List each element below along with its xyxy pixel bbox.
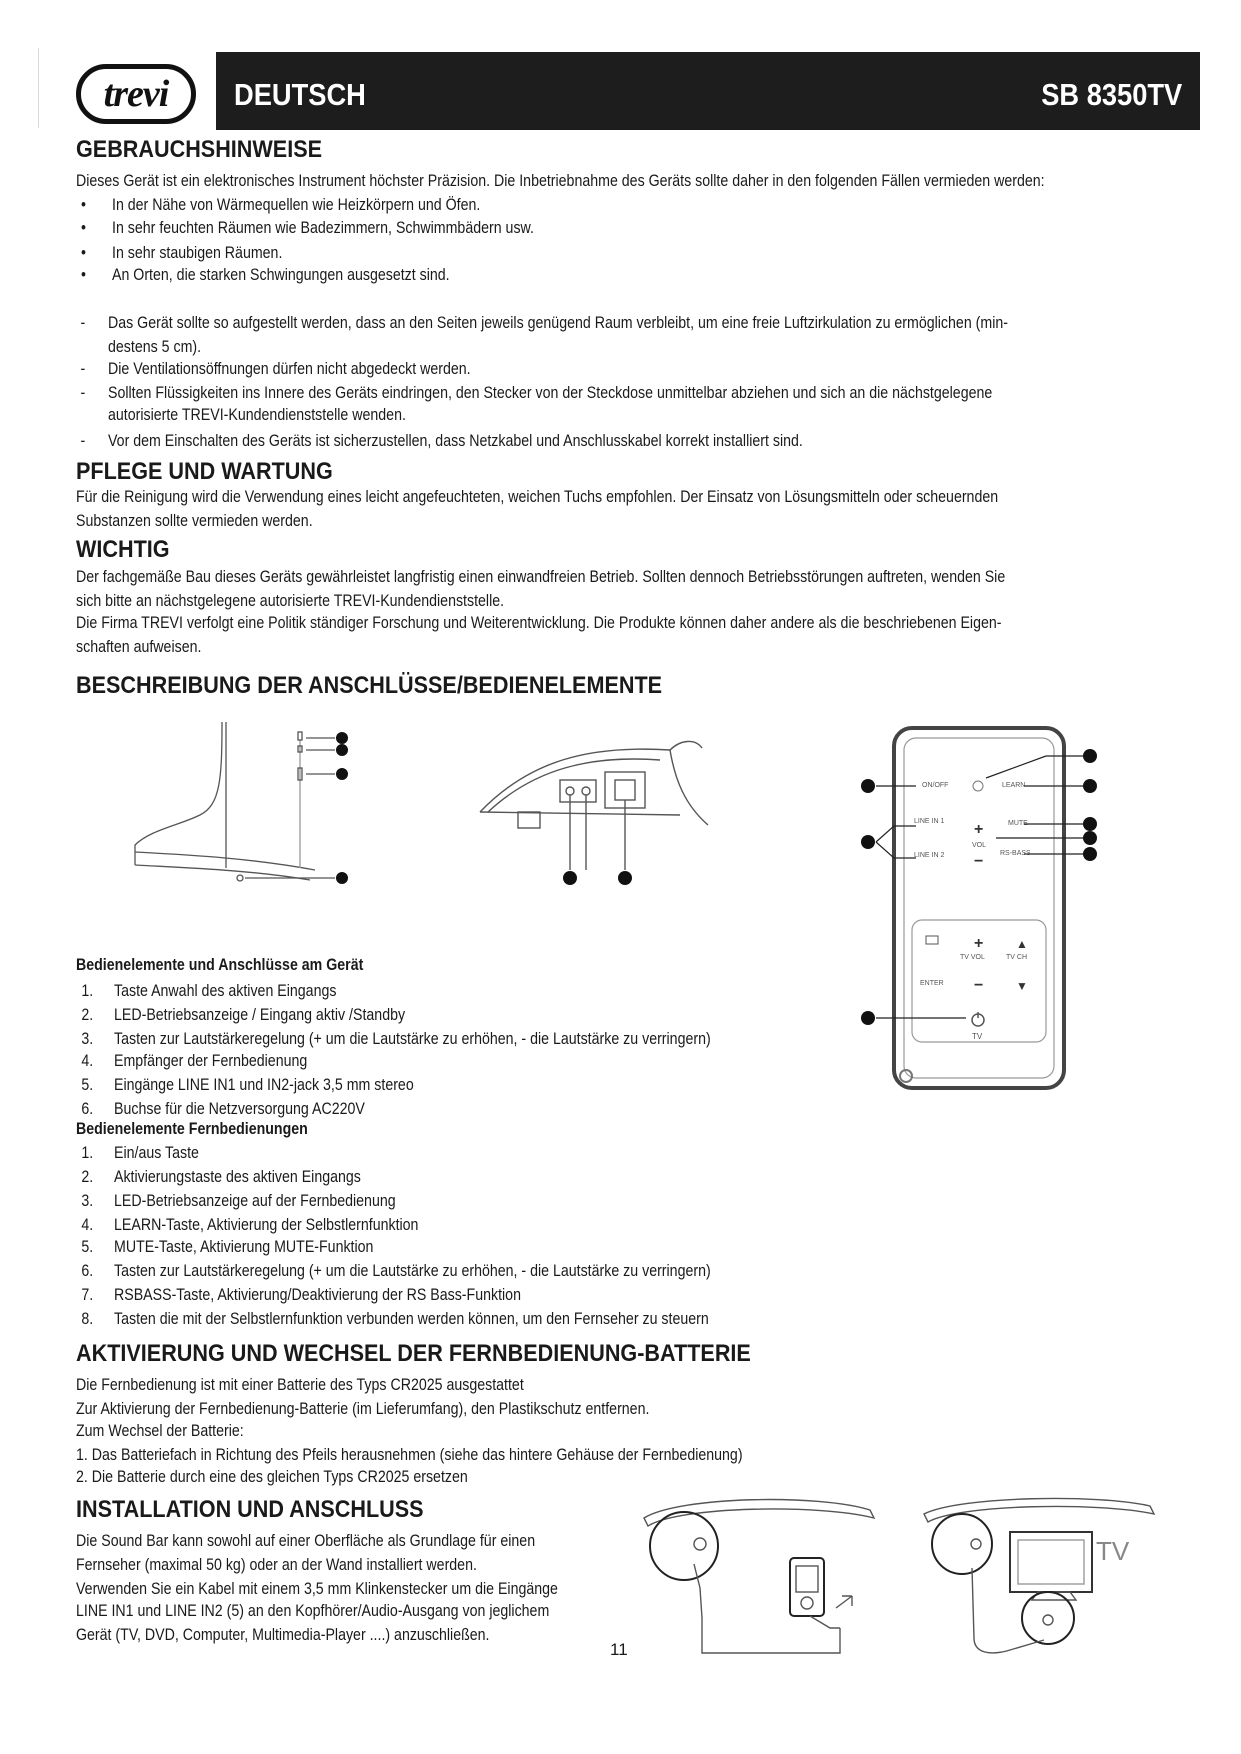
list-item: 4. LEARN-Taste, Aktivierung der Selbstlernfunktion (81, 1216, 419, 1234)
list-item: 6. Buchse für die Netzversorgung AC220V (81, 1100, 365, 1118)
section-title-pflege: PFLEGE UND WARTUNG (76, 458, 333, 485)
list-item-continuation: autorisierte TREVI-Kundendienststelle wenden. (108, 406, 406, 424)
trevi-logo: trevi (76, 64, 196, 124)
remote-label-enter: ENTER (920, 980, 944, 987)
list-item: 7. RSBASS-Taste, Aktivierung/Deaktivierung der RS Bass-Funktion (81, 1286, 521, 1304)
section-title-gebrauch: GEBRAUCHSHINWEISE (76, 136, 323, 163)
header-bar (216, 52, 1200, 130)
remote-label-rsbass: RS-BASS (1000, 850, 1031, 857)
wichtig-text-4: schaften aufweisen. (76, 638, 202, 656)
player-connection-diagram (640, 1488, 880, 1666)
device-side-diagram (130, 720, 370, 890)
installation-text-1: Die Sound Bar kann sowohl auf einer Oberfläche als Grundlage für einen (76, 1532, 536, 1550)
section-title-wichtig: WICHTIG (76, 536, 170, 563)
list-item: - Die Ventilationsöffnungen dürfen nicht abgedeckt werden. (80, 360, 471, 378)
tv-label: TV (1096, 1536, 1130, 1566)
svg-text:−: − (974, 977, 984, 994)
svg-text:−: − (974, 853, 984, 870)
batterie-text-2: Zur Aktivierung der Fernbedienung-Batterie (im Lieferumfang), den Plastikschutz entfernen. (76, 1400, 650, 1418)
page-number: 11 (610, 1640, 628, 1659)
wichtig-text-2: sich bitte an nächstgelegene autorisierte TREVI-Kundendienststelle. (76, 592, 505, 610)
installation-text-3: Verwenden Sie ein Kabel mit einem 3,5 mm Klinkenstecker um die Eingänge (76, 1580, 558, 1598)
list-item: 1. Ein/aus Taste (81, 1144, 199, 1162)
section-title-installation: INSTALLATION UND ANSCHLUSS (76, 1496, 424, 1523)
device-connector-diagram (470, 720, 720, 895)
tv-connection-diagram (920, 1488, 1160, 1666)
model-label: SB 8350TV (1040, 77, 1182, 112)
list-item: 4. Empfänger der Fernbedienung (81, 1052, 308, 1070)
remote-diagram (846, 726, 1110, 1092)
remote-label-learn: LEARN (1002, 782, 1026, 789)
list-item: 6. Tasten zur Lautstärkeregelung (+ um die Lautstärke zu erhöhen, - die Lautstärke zu verringern) (81, 1262, 711, 1280)
device-controls-title: Bedienelemente und Anschlüsse am Gerät (76, 956, 364, 974)
list-item: • An Orten, die starken Schwingungen ausgesetzt sind. (81, 266, 450, 284)
wichtig-text-3: Die Firma TREVI verfolgt eine Politik ständiger Forschung und Weiterentwicklung. Die Produkte können daher andere als die beschriebenen Eigen- (76, 614, 1002, 632)
remote-label-linein2: LINE IN 2 (914, 852, 945, 859)
remote-label-mute: MUTE (1008, 820, 1028, 827)
list-item: 5. Eingänge LINE IN1 und IN2-jack 3,5 mm stereo (81, 1076, 414, 1094)
batterie-text-1: Die Fernbedienung ist mit einer Batterie des Typs CR2025 ausgestattet (76, 1376, 524, 1394)
section-title-batterie: AKTIVIERUNG UND WECHSEL DER FERNBEDIENUNG-BATTERIE (76, 1340, 751, 1367)
list-item: 2. Aktivierungstaste des aktiven Eingangs (81, 1168, 361, 1186)
list-item: - Das Gerät sollte so aufgestellt werden, dass an den Seiten jeweils genügend Raum verbleibt, um eine freie Luftzirkulation zu ermöglichen (min- (80, 314, 1008, 332)
wichtig-text-1: Der fachgemäße Bau dieses Geräts gewährleistet langfristig einen einwandfreien Betrieb. Sollten dennoch Betriebsstörungen auftreten, wenden Sie (76, 568, 1006, 586)
section-title-beschreibung: BESCHREIBUNG DER ANSCHLÜSSE/BEDIENELEMENTE (76, 672, 663, 699)
svg-text:+: + (974, 821, 984, 838)
remote-label-tvch: TV CH (1006, 954, 1027, 961)
gebrauch-intro: Dieses Gerät ist ein elektronisches Instrument höchster Präzision. Die Inbetriebnahme des Geräts sollte daher in den folgenden Fällen vermieden werden: (76, 172, 1045, 190)
batterie-text-4: 1. Das Batteriefach in Richtung des Pfeils herausnehmen (siehe das hintere Gehäuse der Fernbedienung) (76, 1446, 743, 1464)
remote-label-vol: VOL (972, 842, 987, 849)
batterie-text-3: Zum Wechsel der Batterie: (76, 1422, 244, 1440)
margin-line (38, 48, 39, 128)
remote-label-tv: TV (972, 1032, 983, 1041)
list-item: 3. Tasten zur Lautstärkeregelung (+ um die Lautstärke zu erhöhen, - die Lautstärke zu verringern) (81, 1030, 711, 1048)
installation-text-4: LINE IN1 und LINE IN2 (5) an den Kopfhörer/Audio-Ausgang von jeglichem (76, 1602, 550, 1620)
list-item: • In sehr staubigen Räumen. (81, 244, 283, 262)
language-label: DEUTSCH (234, 77, 366, 112)
svg-text:▼: ▼ (1016, 979, 1028, 993)
installation-text-2: Fernseher (maximal 50 kg) oder an der Wand installiert werden. (76, 1556, 477, 1574)
remote-label-linein1: LINE IN 1 (914, 818, 945, 825)
batterie-text-5: 2. Die Batterie durch eine des gleichen Typs CR2025 ersetzen (76, 1468, 468, 1486)
list-item: 5. MUTE-Taste, Aktivierung MUTE-Funktion (81, 1238, 374, 1256)
list-item-continuation: destens 5 cm). (108, 338, 202, 356)
list-item: • In sehr feuchten Räumen wie Badezimmern, Schwimmbädern usw. (81, 219, 534, 237)
remote-label-onoff: ON/OFF (922, 782, 949, 789)
list-item: - Sollten Flüssigkeiten ins Innere des Geräts eindringen, den Stecker von der Steckdose unmittelbar abziehen und sich an die nächstgelegene (80, 384, 993, 402)
list-item: • In der Nähe von Wärmequellen wie Heizkörpern und Öfen. (81, 196, 481, 214)
remote-label-tvvol: TV VOL (960, 954, 985, 961)
list-item: 2. LED-Betriebsanzeige / Eingang aktiv /Standby (81, 1006, 406, 1024)
list-item: 3. LED-Betriebsanzeige auf der Fernbedienung (81, 1192, 396, 1210)
remote-controls-title: Bedienelemente Fernbedienungen (76, 1120, 308, 1138)
list-item: - Vor dem Einschalten des Geräts ist sicherzustellen, dass Netzkabel und Anschlusskabel korrekt installiert sind. (80, 432, 803, 450)
list-item: 8. Tasten die mit der Selbstlernfunktion verbunden werden können, um den Fernseher zu steuern (81, 1310, 709, 1328)
installation-text-5: Gerät (TV, DVD, Computer, Multimedia-Player ....) anzuschließen. (76, 1626, 490, 1644)
pflege-text-1: Für die Reinigung wird die Verwendung eines leicht angefeuchteten, weichen Tuchs empfohlen. Der Einsatz von Lösungsmitteln oder scheuernden (76, 488, 999, 506)
pflege-text-2: Substanzen sollte vermieden werden. (76, 512, 313, 530)
list-item: 1. Taste Anwahl des aktiven Eingangs (81, 982, 337, 1000)
svg-text:▲: ▲ (1016, 937, 1028, 951)
svg-text:+: + (974, 935, 984, 952)
